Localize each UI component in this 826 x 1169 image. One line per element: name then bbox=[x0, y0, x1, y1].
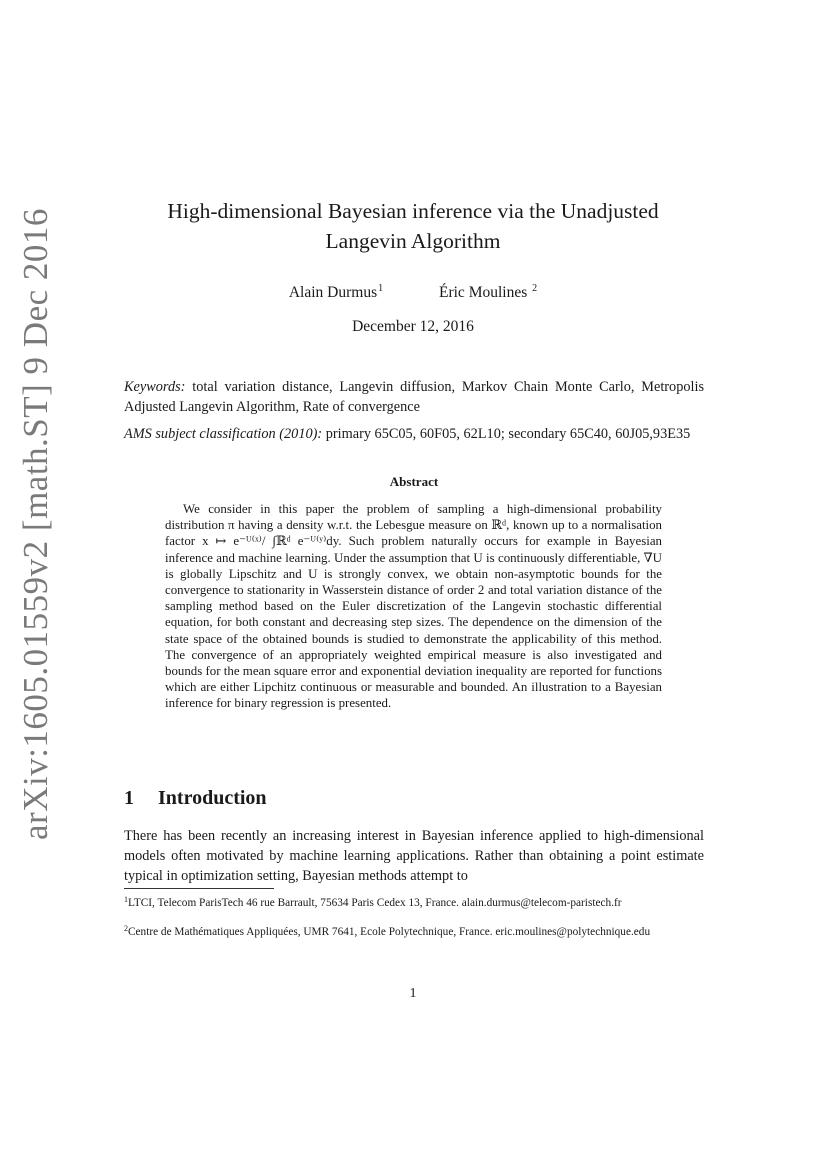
abstract-text: We consider in this paper the problem of sampling a high-dimensional probability distribution π having a density w.r.t. the Lebesgue measure on ℝᵈ, known up to a normalisation factor x ↦ e⁻ᵁ⁽ˣ⁾/ ∫ℝᵈ e⁻ᵁ⁽ʸ⁾dy. Such problem naturally occurs for example in Bayesian inference and machine learning. Under the assumption that U is continuously differentiable, ∇U is globally Lipschitz and U is strongly convex, we obtain non-asymptotic bounds for the convergence to stationarity in Wasserstein distance of order 2 and total variation distance of the sampling method based on the Euler discretization of the Langevin stochastic differential equation, for both constant and decreasing step sizes. The dependence on the dimension of the state space of the obtained bounds is studied to demonstrate the applicability of this method. The convergence of an appropriately weighted empirical measure is also investigated and bounds for the mean square error and exponential deviation inequality are reported for functions which are either Lipchitz continuous or measurable and bounded. An illustration to a Bayesian inference for binary regression is presented. bbox=[165, 502, 662, 711]
author-1-name: Alain Durmus bbox=[288, 284, 378, 301]
keywords-text: total variation distance, Langevin diffusion, Markov Chain Monte Carlo, Metropolis Adjusted Langevin Algorithm, Rate of convergence bbox=[124, 379, 705, 415]
abstract-heading: Abstract bbox=[389, 474, 439, 489]
author-list bbox=[100, 283, 726, 302]
footnote-1 bbox=[124, 893, 704, 910]
page-number: 1 bbox=[409, 986, 417, 1001]
section-title: Introduction bbox=[158, 787, 267, 809]
author-1 bbox=[289, 283, 383, 302]
section-heading bbox=[124, 787, 267, 810]
ams-text: primary 65C05, 60F05, 62L10; secondary 65C40, 60J05,93E35 bbox=[325, 426, 691, 442]
author-2-name: Éric Moulines bbox=[439, 284, 528, 301]
footnote-1-mark: 1 bbox=[124, 895, 128, 904]
author-1-mark: 1 bbox=[378, 283, 384, 294]
title-line-2: Langevin Algorithm bbox=[325, 229, 501, 253]
keywords-label: Keywords: bbox=[124, 379, 186, 395]
section-number: 1 bbox=[124, 787, 134, 809]
footnote-rule bbox=[124, 888, 274, 889]
intro-paragraph: There has been recently an increasing interest in Bayesian inference applied to high-dimensional models often motivated by machine learning applications. Rather than obtaining a point estimate typical in optimization setting, Bayesian methods attempt to bbox=[124, 828, 704, 884]
keywords-block bbox=[124, 377, 704, 417]
author-2 bbox=[439, 283, 537, 302]
ams-classification-block bbox=[124, 424, 704, 444]
footnote-2 bbox=[124, 922, 704, 939]
footnote-2-mark: 2 bbox=[124, 924, 128, 933]
ams-label: AMS subject classification (2010): bbox=[124, 426, 323, 442]
footnote-1-text: LTCI, Telecom ParisTech 46 rue Barrault, 75634 Paris Cedex 13, France. alain.durmus@telecom-paristech.fr bbox=[128, 897, 622, 909]
paper-title bbox=[100, 196, 726, 256]
arxiv-sidebar-stamp: arXiv:1605.01559v2 [math.ST] 9 Dec 2016 bbox=[16, 208, 55, 840]
footnote-2-text: Centre de Mathématiques Appliquées, UMR 7641, Ecole Polytechnique, France. eric.moulines@polytechnique.edu bbox=[128, 926, 651, 938]
paper-date: December 12, 2016 bbox=[352, 318, 474, 335]
author-2-mark: 2 bbox=[532, 283, 538, 294]
title-line-1: High-dimensional Bayesian inference via the Unadjusted bbox=[167, 199, 659, 223]
